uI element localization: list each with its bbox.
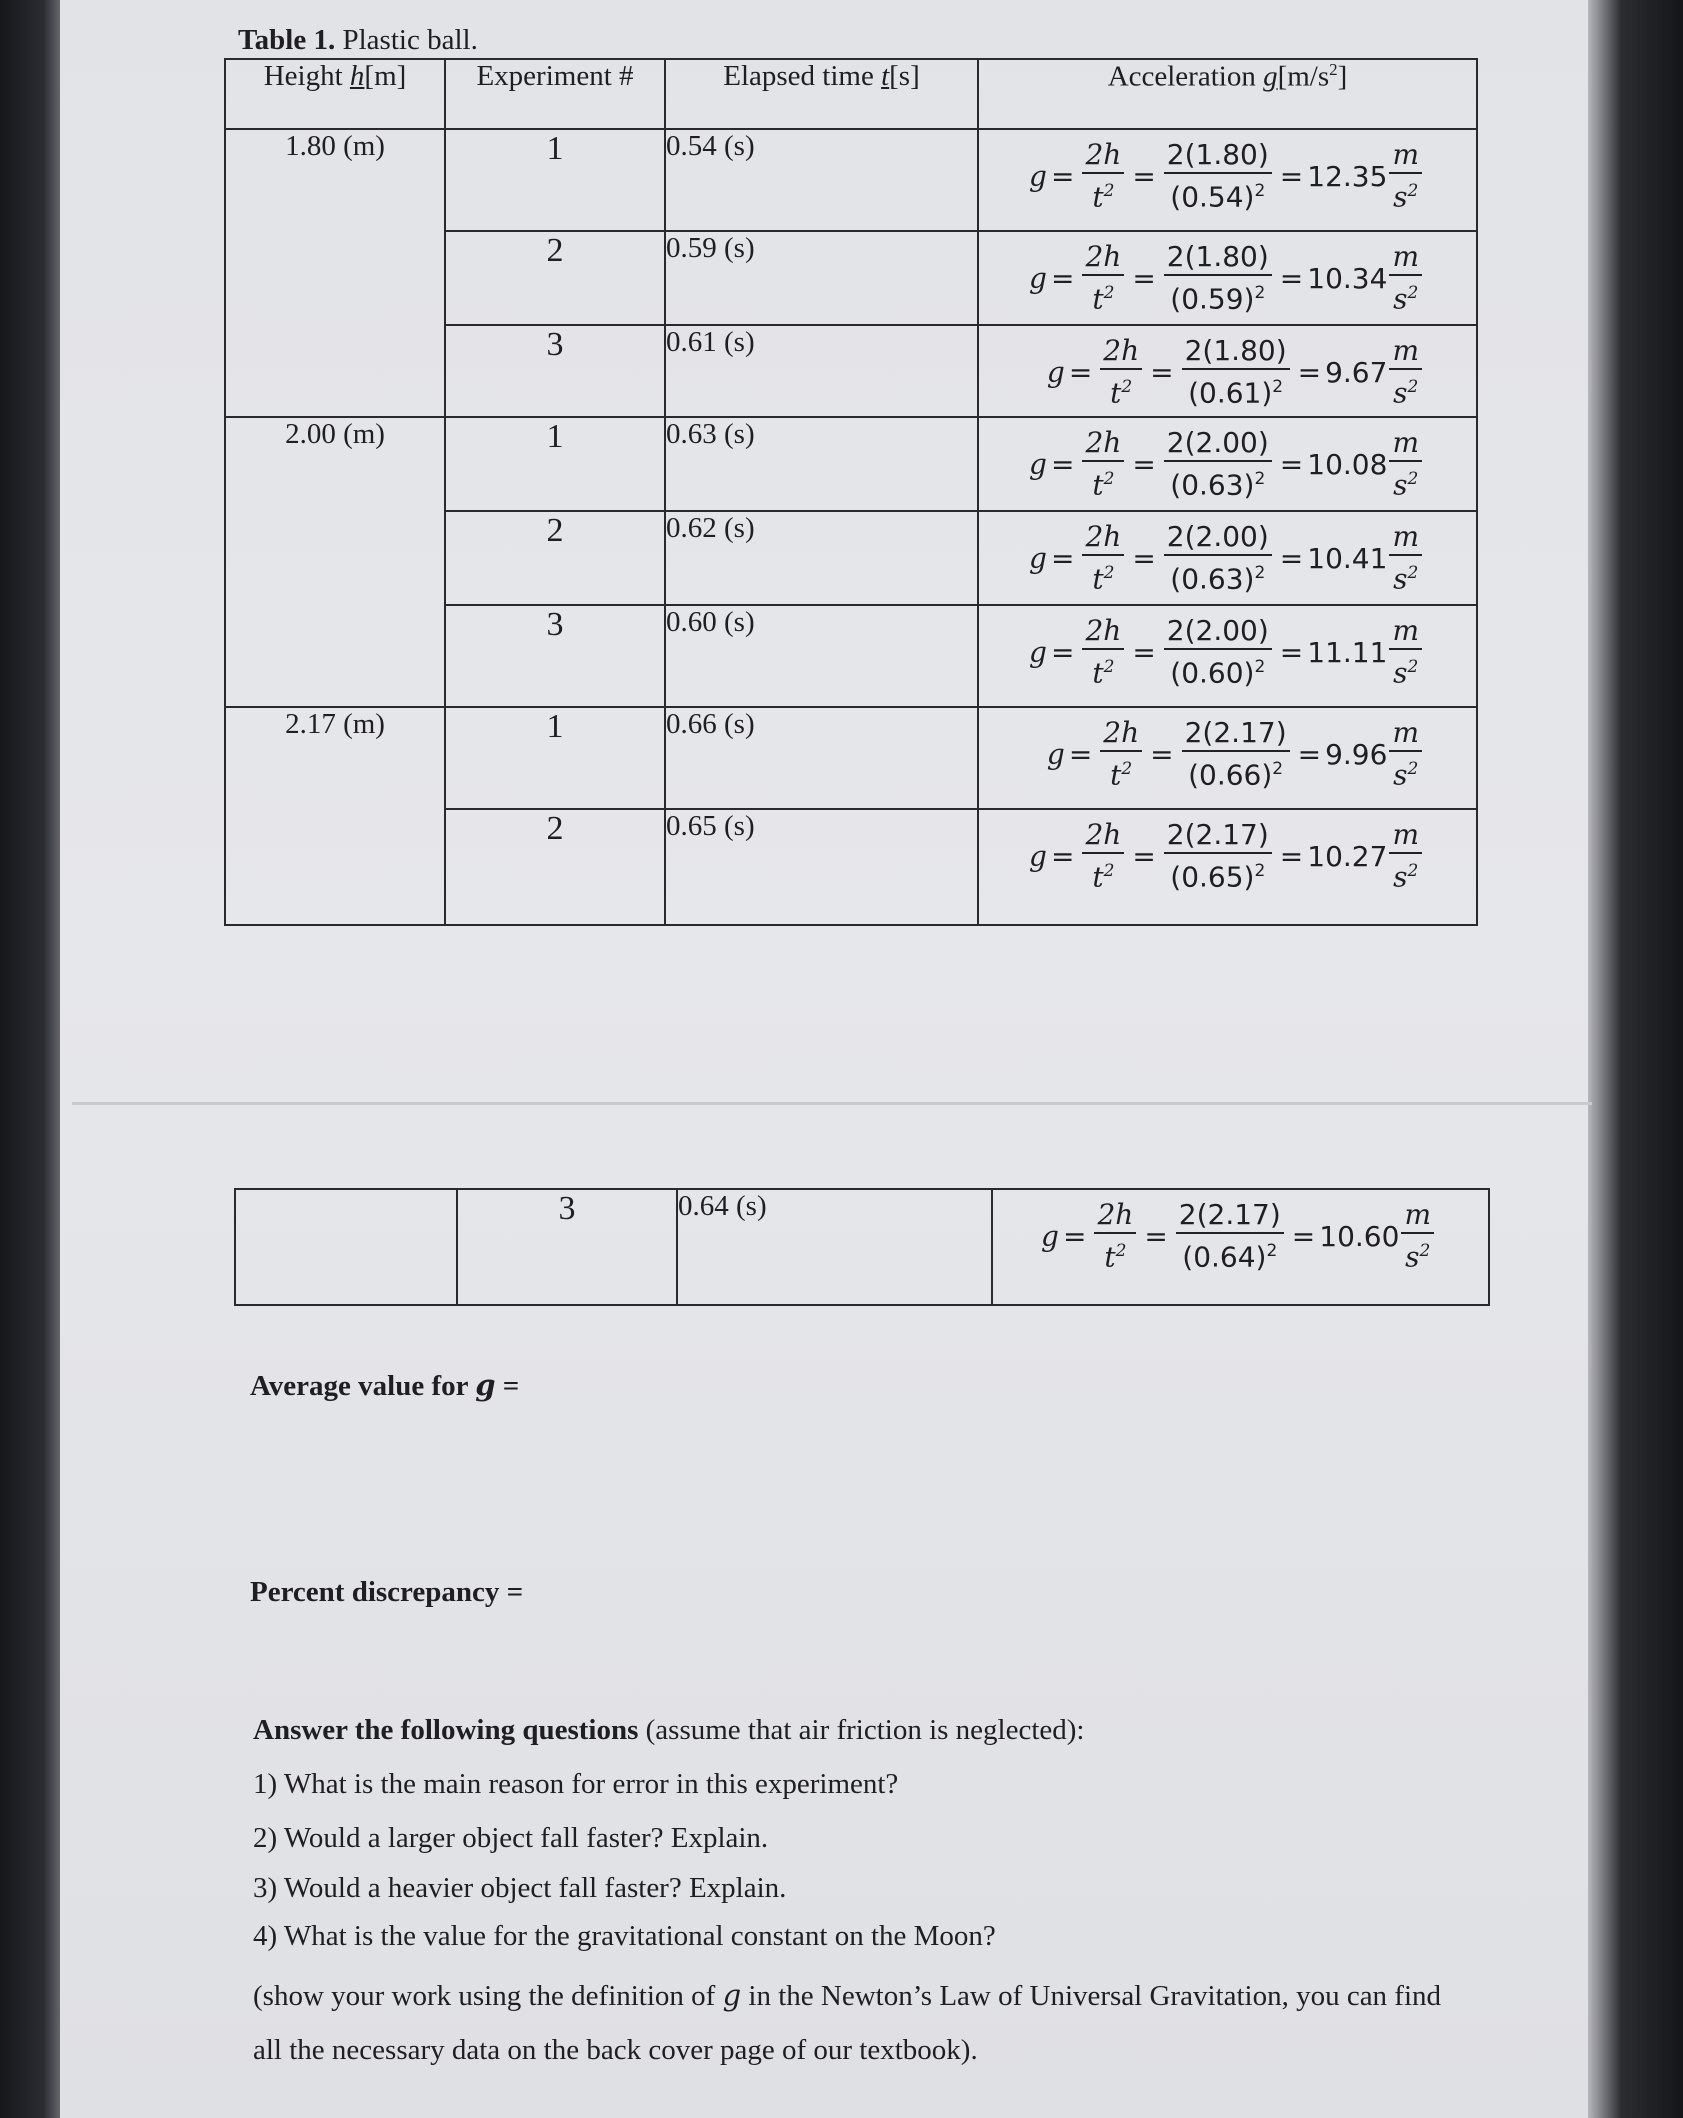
acceleration-cell	[978, 707, 1477, 809]
time-value: (0.63)	[1170, 468, 1255, 502]
height-cell: 1.80 (m)	[225, 129, 445, 417]
fraction-denominator	[1167, 276, 1268, 316]
fraction-units	[1389, 240, 1422, 316]
formula-equals: =	[1050, 261, 1075, 295]
formula-exponent: 2	[1121, 377, 1133, 397]
acceleration-cell	[978, 231, 1477, 325]
formula-exponent: 2	[1407, 657, 1419, 677]
time-value: (0.65)	[1170, 860, 1255, 894]
experiment-cell: 2	[445, 809, 665, 925]
table-caption: Table 1. Plastic ball.	[238, 24, 478, 56]
unit-s: s	[1393, 758, 1408, 792]
fraction-numerator: 2h	[1082, 240, 1124, 276]
fraction-values	[1164, 240, 1272, 316]
formula-equals: =	[1050, 159, 1075, 193]
formula-exponent: 2	[1407, 469, 1419, 489]
formula-g: g	[1029, 447, 1047, 481]
formula-g: g	[1046, 355, 1065, 389]
formula-exponent: 2	[1121, 759, 1133, 779]
acceleration-cell	[978, 129, 1477, 231]
g-formula	[1041, 1198, 1438, 1274]
fraction-numerator: 2(2.00)	[1164, 520, 1272, 556]
header-experiment: Experiment #	[445, 59, 665, 129]
formula-equals: =	[1279, 447, 1304, 481]
acceleration-cell	[992, 1189, 1489, 1305]
formula-exponent: 2	[1407, 861, 1419, 881]
formula-exponent: 2	[1254, 283, 1266, 303]
fraction-values	[1164, 614, 1272, 690]
fraction-units	[1401, 1198, 1434, 1274]
unit-s2	[1390, 276, 1421, 316]
acceleration-cell	[978, 809, 1477, 925]
time-cell: 0.63 (s)	[665, 417, 978, 511]
formula-equals: =	[1132, 159, 1156, 193]
formula-t: t	[1092, 282, 1104, 316]
question-item: 2) Would a larger object fall faster? Explain.	[253, 1822, 769, 1854]
fraction-values	[1164, 426, 1272, 502]
formula-exponent: 2	[1103, 657, 1115, 677]
experiment-cell: 1	[445, 129, 665, 231]
acceleration-cell	[978, 417, 1477, 511]
formula-equals: =	[1050, 839, 1075, 873]
table-row	[225, 129, 1477, 231]
unit-s: s	[1393, 860, 1408, 894]
fraction-numerator: 2h	[1082, 426, 1124, 462]
fraction-2h-over-t2	[1100, 334, 1142, 410]
results-table	[224, 58, 1478, 926]
formula-g: g	[1029, 159, 1047, 193]
height-cell	[235, 1189, 457, 1305]
fraction-2h-over-t2	[1082, 426, 1124, 502]
formula-exponent: 2	[1254, 469, 1266, 489]
experiment-cell: 3	[445, 325, 665, 417]
formula-exponent: 2	[1266, 1241, 1278, 1261]
formula-exponent: 2	[1103, 469, 1115, 489]
fraction-numerator: 2(2.17)	[1182, 716, 1290, 752]
experiment-cell: 3	[457, 1189, 677, 1305]
questions-heading: Answer the following questions (assume that air friction is neglected):	[253, 1714, 1085, 1746]
fraction-values	[1176, 1198, 1284, 1274]
fraction-units	[1389, 138, 1422, 214]
formula-g: g	[1029, 541, 1047, 575]
time-value: (0.60)	[1170, 656, 1255, 690]
time-cell: 0.65 (s)	[665, 809, 978, 925]
fraction-numerator: 2(2.00)	[1164, 426, 1272, 462]
unit-s: s	[1393, 562, 1408, 596]
results-table-continued	[234, 1188, 1490, 1306]
formula-exponent: 2	[1254, 563, 1266, 583]
unit-s2	[1390, 854, 1421, 894]
fraction-values	[1182, 716, 1290, 792]
time-value: (0.63)	[1170, 562, 1255, 596]
formula-equals: =	[1144, 1219, 1168, 1253]
formula-equals: =	[1297, 355, 1322, 389]
formula-t: t	[1104, 1240, 1116, 1274]
formula-t: t	[1110, 376, 1122, 410]
formula-exponent: 2	[1103, 181, 1115, 201]
time-cell: 0.60 (s)	[665, 605, 978, 707]
formula-equals: =	[1132, 839, 1156, 873]
fraction-denominator	[1179, 1234, 1280, 1274]
fraction-denominator	[1167, 854, 1268, 894]
fraction-2h-over-t2	[1082, 240, 1124, 316]
header-acceleration: Acceleration $g[m/s^2]$	[978, 59, 1477, 129]
fraction-denominator	[1089, 650, 1117, 690]
experiment-cell: 1	[445, 417, 665, 511]
formula-exponent: 2	[1272, 377, 1284, 397]
fraction-units	[1389, 426, 1422, 502]
formula-equals: =	[1279, 635, 1304, 669]
fraction-numerator: 2(2.17)	[1176, 1198, 1284, 1234]
question-item: 1) What is the main reason for error in this experiment?	[253, 1768, 899, 1800]
fraction-denominator	[1167, 650, 1268, 690]
formula-equals: =	[1279, 261, 1304, 295]
formula-exponent: 2	[1407, 563, 1419, 583]
g-formula	[1029, 426, 1426, 502]
question-item: 3) Would a heavier object fall faster? Explain.	[253, 1872, 787, 1904]
unit-s2	[1390, 174, 1421, 214]
time-cell: 0.66 (s)	[665, 707, 978, 809]
formula-exponent: 2	[1254, 657, 1266, 677]
fraction-units	[1389, 520, 1422, 596]
fraction-denominator	[1167, 462, 1268, 502]
experiment-cell: 2	[445, 231, 665, 325]
formula-exponent: 2	[1254, 861, 1266, 881]
unit-m: m	[1389, 426, 1422, 462]
fraction-values	[1164, 138, 1272, 214]
question-item: 4) What is the value for the gravitational constant on the Moon?	[253, 1920, 996, 1952]
unit-s: s	[1393, 468, 1408, 502]
acceleration-cell	[978, 511, 1477, 605]
fraction-numerator: 2(2.00)	[1164, 614, 1272, 650]
time-cell: 0.62 (s)	[665, 511, 978, 605]
formula-equals: =	[1279, 159, 1304, 193]
question-note: all the necessary data on the back cover page of our textbook).	[253, 2034, 978, 2066]
header-row	[225, 59, 1477, 129]
fraction-2h-over-t2	[1082, 520, 1124, 596]
fraction-denominator	[1089, 854, 1117, 894]
fraction-denominator	[1107, 752, 1135, 792]
g-formula	[1029, 818, 1426, 894]
time-value: (0.66)	[1188, 758, 1273, 792]
fraction-denominator	[1107, 370, 1135, 410]
g-result: 10.27	[1307, 839, 1388, 873]
unit-m: m	[1389, 520, 1422, 556]
time-cell: 0.54 (s)	[665, 129, 978, 231]
table-row	[235, 1189, 1489, 1305]
fraction-denominator	[1167, 556, 1268, 596]
experiment-cell: 1	[445, 707, 665, 809]
unit-s2	[1402, 1234, 1433, 1274]
g-formula	[1047, 716, 1426, 792]
time-cell: 0.64 (s)	[677, 1189, 992, 1305]
unit-m: m	[1389, 240, 1422, 276]
fraction-denominator	[1089, 462, 1117, 502]
experiment-cell: 3	[445, 605, 665, 707]
g-result: 9.96	[1325, 737, 1388, 771]
formula-exponent: 2	[1407, 283, 1419, 303]
time-value: (0.61)	[1188, 376, 1273, 410]
fraction-values	[1182, 334, 1290, 410]
unit-m: m	[1401, 1198, 1434, 1234]
g-result: 10.41	[1307, 541, 1388, 575]
fraction-units	[1389, 818, 1422, 894]
formula-g: g	[1029, 839, 1047, 873]
formula-t: t	[1110, 758, 1122, 792]
formula-equals: =	[1068, 737, 1093, 771]
formula-t: t	[1092, 468, 1104, 502]
formula-t: t	[1092, 562, 1104, 596]
fraction-numerator: 2h	[1100, 716, 1142, 752]
fraction-values	[1164, 520, 1272, 596]
percent-discrepancy-label: Percent discrepancy =	[250, 1576, 524, 1608]
formula-equals: =	[1132, 541, 1156, 575]
g-result: 12.35	[1307, 159, 1388, 193]
unit-s: s	[1393, 282, 1408, 316]
average-label: Average value for g =	[250, 1368, 520, 1402]
fraction-2h-over-t2	[1082, 818, 1124, 894]
formula-equals: =	[1132, 635, 1156, 669]
question-note: (show your work using the definition of g in the Newton’s Law of Universal Gravitation, you can find	[253, 1978, 1442, 2012]
formula-equals: =	[1050, 447, 1075, 481]
g-result: 10.08	[1307, 447, 1388, 481]
fraction-numerator: 2h	[1082, 818, 1124, 854]
formula-t: t	[1092, 180, 1104, 214]
fraction-2h-over-t2	[1082, 614, 1124, 690]
fraction-units	[1389, 334, 1422, 410]
formula-equals: =	[1279, 541, 1304, 575]
fraction-numerator: 2(2.17)	[1164, 818, 1272, 854]
formula-equals: =	[1132, 261, 1156, 295]
header-height: Height h[m]	[225, 59, 445, 129]
g-result: 10.60	[1319, 1219, 1400, 1253]
unit-m: m	[1389, 138, 1422, 174]
header-time: Elapsed time t[s]	[665, 59, 978, 129]
fraction-denominator	[1089, 174, 1117, 214]
formula-equals: =	[1279, 839, 1304, 873]
experiment-cell: 2	[445, 511, 665, 605]
formula-equals: =	[1291, 1219, 1316, 1253]
height-cell: 2.00 (m)	[225, 417, 445, 707]
formula-equals: =	[1050, 635, 1075, 669]
formula-exponent: 2	[1103, 563, 1115, 583]
time-value: (0.59)	[1170, 282, 1255, 316]
formula-g: g	[1041, 1219, 1059, 1253]
fraction-denominator	[1101, 1234, 1129, 1274]
unit-s: s	[1393, 376, 1408, 410]
time-value: (0.54)	[1170, 180, 1255, 214]
formula-exponent: 2	[1407, 377, 1419, 397]
unit-m: m	[1389, 614, 1422, 650]
unit-s: s	[1393, 180, 1408, 214]
fraction-numerator: 2h	[1082, 614, 1124, 650]
time-cell: 0.59 (s)	[665, 231, 978, 325]
fraction-numerator: 2(1.80)	[1182, 334, 1290, 370]
table-row	[225, 417, 1477, 511]
g-formula	[1029, 240, 1426, 316]
formula-exponent: 2	[1272, 759, 1284, 779]
g-formula	[1029, 520, 1426, 596]
g-result: 10.34	[1307, 261, 1388, 295]
formula-equals: =	[1050, 541, 1075, 575]
formula-g: g	[1029, 635, 1047, 669]
formula-exponent: 2	[1407, 181, 1419, 201]
page-fold	[72, 1102, 1592, 1105]
formula-exponent: 2	[1103, 283, 1115, 303]
unit-s: s	[1393, 656, 1408, 690]
unit-s2	[1390, 752, 1421, 792]
g-formula	[1029, 614, 1426, 690]
fraction-denominator	[1089, 276, 1117, 316]
formula-equals: =	[1132, 447, 1156, 481]
formula-exponent: 2	[1419, 1241, 1431, 1261]
formula-equals: =	[1150, 355, 1174, 389]
g-formula	[1047, 334, 1426, 410]
height-cell: 2.17 (m)	[225, 707, 445, 925]
table-row	[225, 707, 1477, 809]
formula-g: g	[1046, 737, 1065, 771]
fraction-2h-over-t2	[1082, 138, 1124, 214]
fraction-2h-over-t2	[1094, 1198, 1136, 1274]
unit-m: m	[1389, 334, 1422, 370]
time-cell: 0.61 (s)	[665, 325, 978, 417]
formula-equals: =	[1068, 355, 1093, 389]
unit-s2	[1390, 370, 1421, 410]
formula-equals: =	[1062, 1219, 1087, 1253]
unit-m: m	[1389, 716, 1422, 752]
formula-t: t	[1092, 860, 1104, 894]
unit-s2	[1390, 462, 1421, 502]
formula-exponent: 2	[1115, 1241, 1127, 1261]
fraction-numerator: 2h	[1082, 138, 1124, 174]
fraction-numerator: 2(1.80)	[1164, 240, 1272, 276]
fraction-2h-over-t2	[1100, 716, 1142, 792]
formula-g: g	[1029, 261, 1047, 295]
time-value: (0.64)	[1182, 1240, 1267, 1274]
fraction-numerator: 2h	[1082, 520, 1124, 556]
unit-s2	[1390, 556, 1421, 596]
fraction-values	[1164, 818, 1272, 894]
fraction-denominator	[1185, 370, 1286, 410]
fraction-numerator: 2h	[1100, 334, 1142, 370]
acceleration-cell	[978, 325, 1477, 417]
g-formula	[1029, 138, 1426, 214]
fraction-numerator: 2(1.80)	[1164, 138, 1272, 174]
formula-exponent: 2	[1254, 181, 1266, 201]
unit-s2	[1390, 650, 1421, 690]
fraction-denominator	[1185, 752, 1286, 792]
fraction-denominator	[1167, 174, 1268, 214]
fraction-units	[1389, 716, 1422, 792]
unit-m: m	[1389, 818, 1422, 854]
formula-equals: =	[1297, 737, 1322, 771]
g-result: 11.11	[1307, 635, 1388, 669]
formula-t: t	[1092, 656, 1104, 690]
fraction-denominator	[1089, 556, 1117, 596]
unit-s: s	[1405, 1240, 1420, 1274]
g-result: 9.67	[1325, 355, 1388, 389]
fraction-units	[1389, 614, 1422, 690]
fraction-numerator: 2h	[1094, 1198, 1136, 1234]
photo-right-edge	[1588, 0, 1683, 2118]
formula-exponent: 2	[1407, 759, 1419, 779]
acceleration-cell	[978, 605, 1477, 707]
formula-exponent: 2	[1103, 861, 1115, 881]
formula-equals: =	[1150, 737, 1174, 771]
